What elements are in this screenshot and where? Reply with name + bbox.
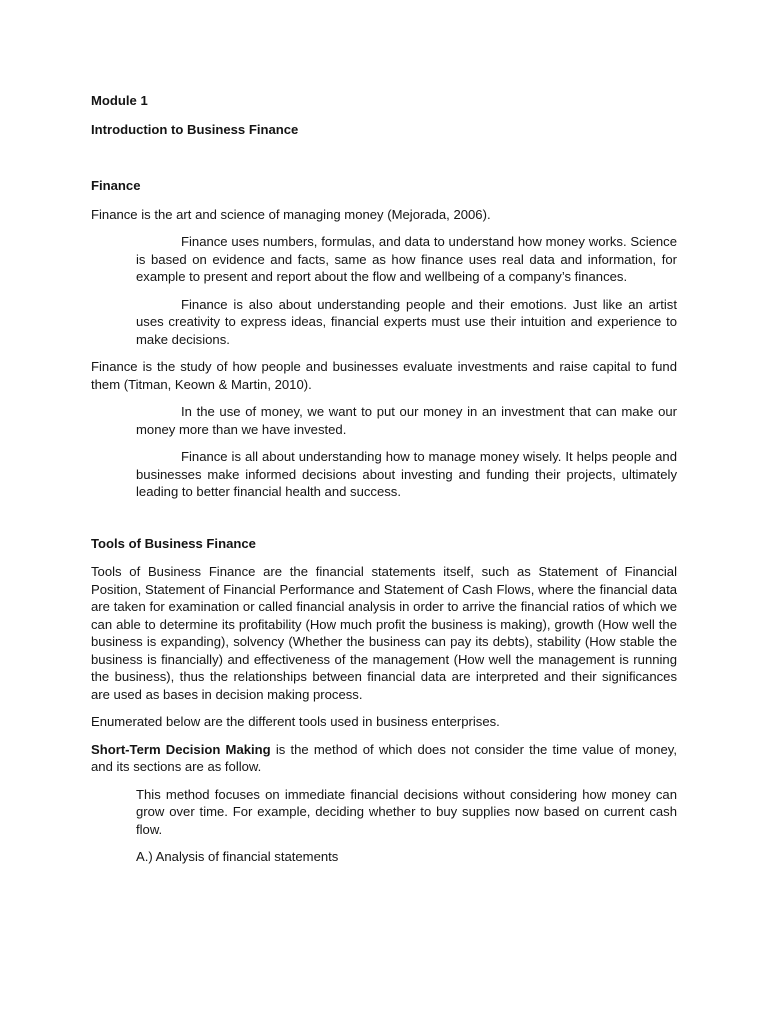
module-label: Module 1 <box>91 93 148 108</box>
short-term-text: is the method of which does not consider the time value of money, and its sections are as follow. <box>91 741 677 774</box>
short-term-label: Short-Term Decision Making <box>91 741 271 757</box>
finance-explanation-1b: Finance is also about understanding people and their emotions. Just like an artist uses creativity to express ideas, financial experts must use their intuition and experience to make decisions. <box>136 296 677 347</box>
section-heading-finance: Finance <box>91 178 141 193</box>
module-title: Introduction to Business Finance <box>91 121 299 137</box>
short-term-explanation: This method focuses on immediate financial decisions without considering how money can grow over time. For example, deciding whether to buy supplies now based on current cash flow. <box>136 786 677 837</box>
finance-definition-2: Finance is the study of how people and businesses evaluate investments and raise capital to fund them (Titman, Keown & Martin, 2010). <box>91 359 677 392</box>
finance-explanation-2b: Finance is all about understanding how to manage money wisely. It helps people and businesses make informed decisions about investing and funding their projects, ultimately leading to better financial health and success. <box>136 449 677 499</box>
list-item-a: A.) Analysis of financial statements <box>136 849 339 864</box>
tools-enumerated-intro: Enumerated below are the different tools used in business enterprises. <box>91 714 500 729</box>
finance-explanation-2a: In the use of money, we want to put our money in an investment that can make our money more than we have invested. <box>136 404 677 437</box>
finance-definition-1: Finance is the art and science of managing money (Mejorada, 2006). <box>91 206 491 222</box>
section-heading-tools: Tools of Business Finance <box>91 535 256 551</box>
short-term-paragraph <box>91 741 677 776</box>
finance-explanation-1a: Finance uses numbers, formulas, and data to understand how money works. Science is based on evidence and facts, same as how finance uses real data and information, for example to present and report about the flow and wellbeing of a company’s finances. <box>136 234 677 284</box>
tools-body: Tools of Business Finance are the financial statements itself, such as Statement of Financial Position, Statement of Financial Performance and Statement of Cash Flows, where the financial data are taken for examination or called financial analysis in order to arrive the financial ratios of which we can able to determine its profitability (How much profit the business is making), growth (How well the business is expanding), solvency (Whether the business can pay its debts), stability (How stable the business is financially) and effectiveness of the management (How well the management is running the business), thus the relationships between financial data are interpreted and their significances are used as bases in decision making process. <box>91 564 677 702</box>
